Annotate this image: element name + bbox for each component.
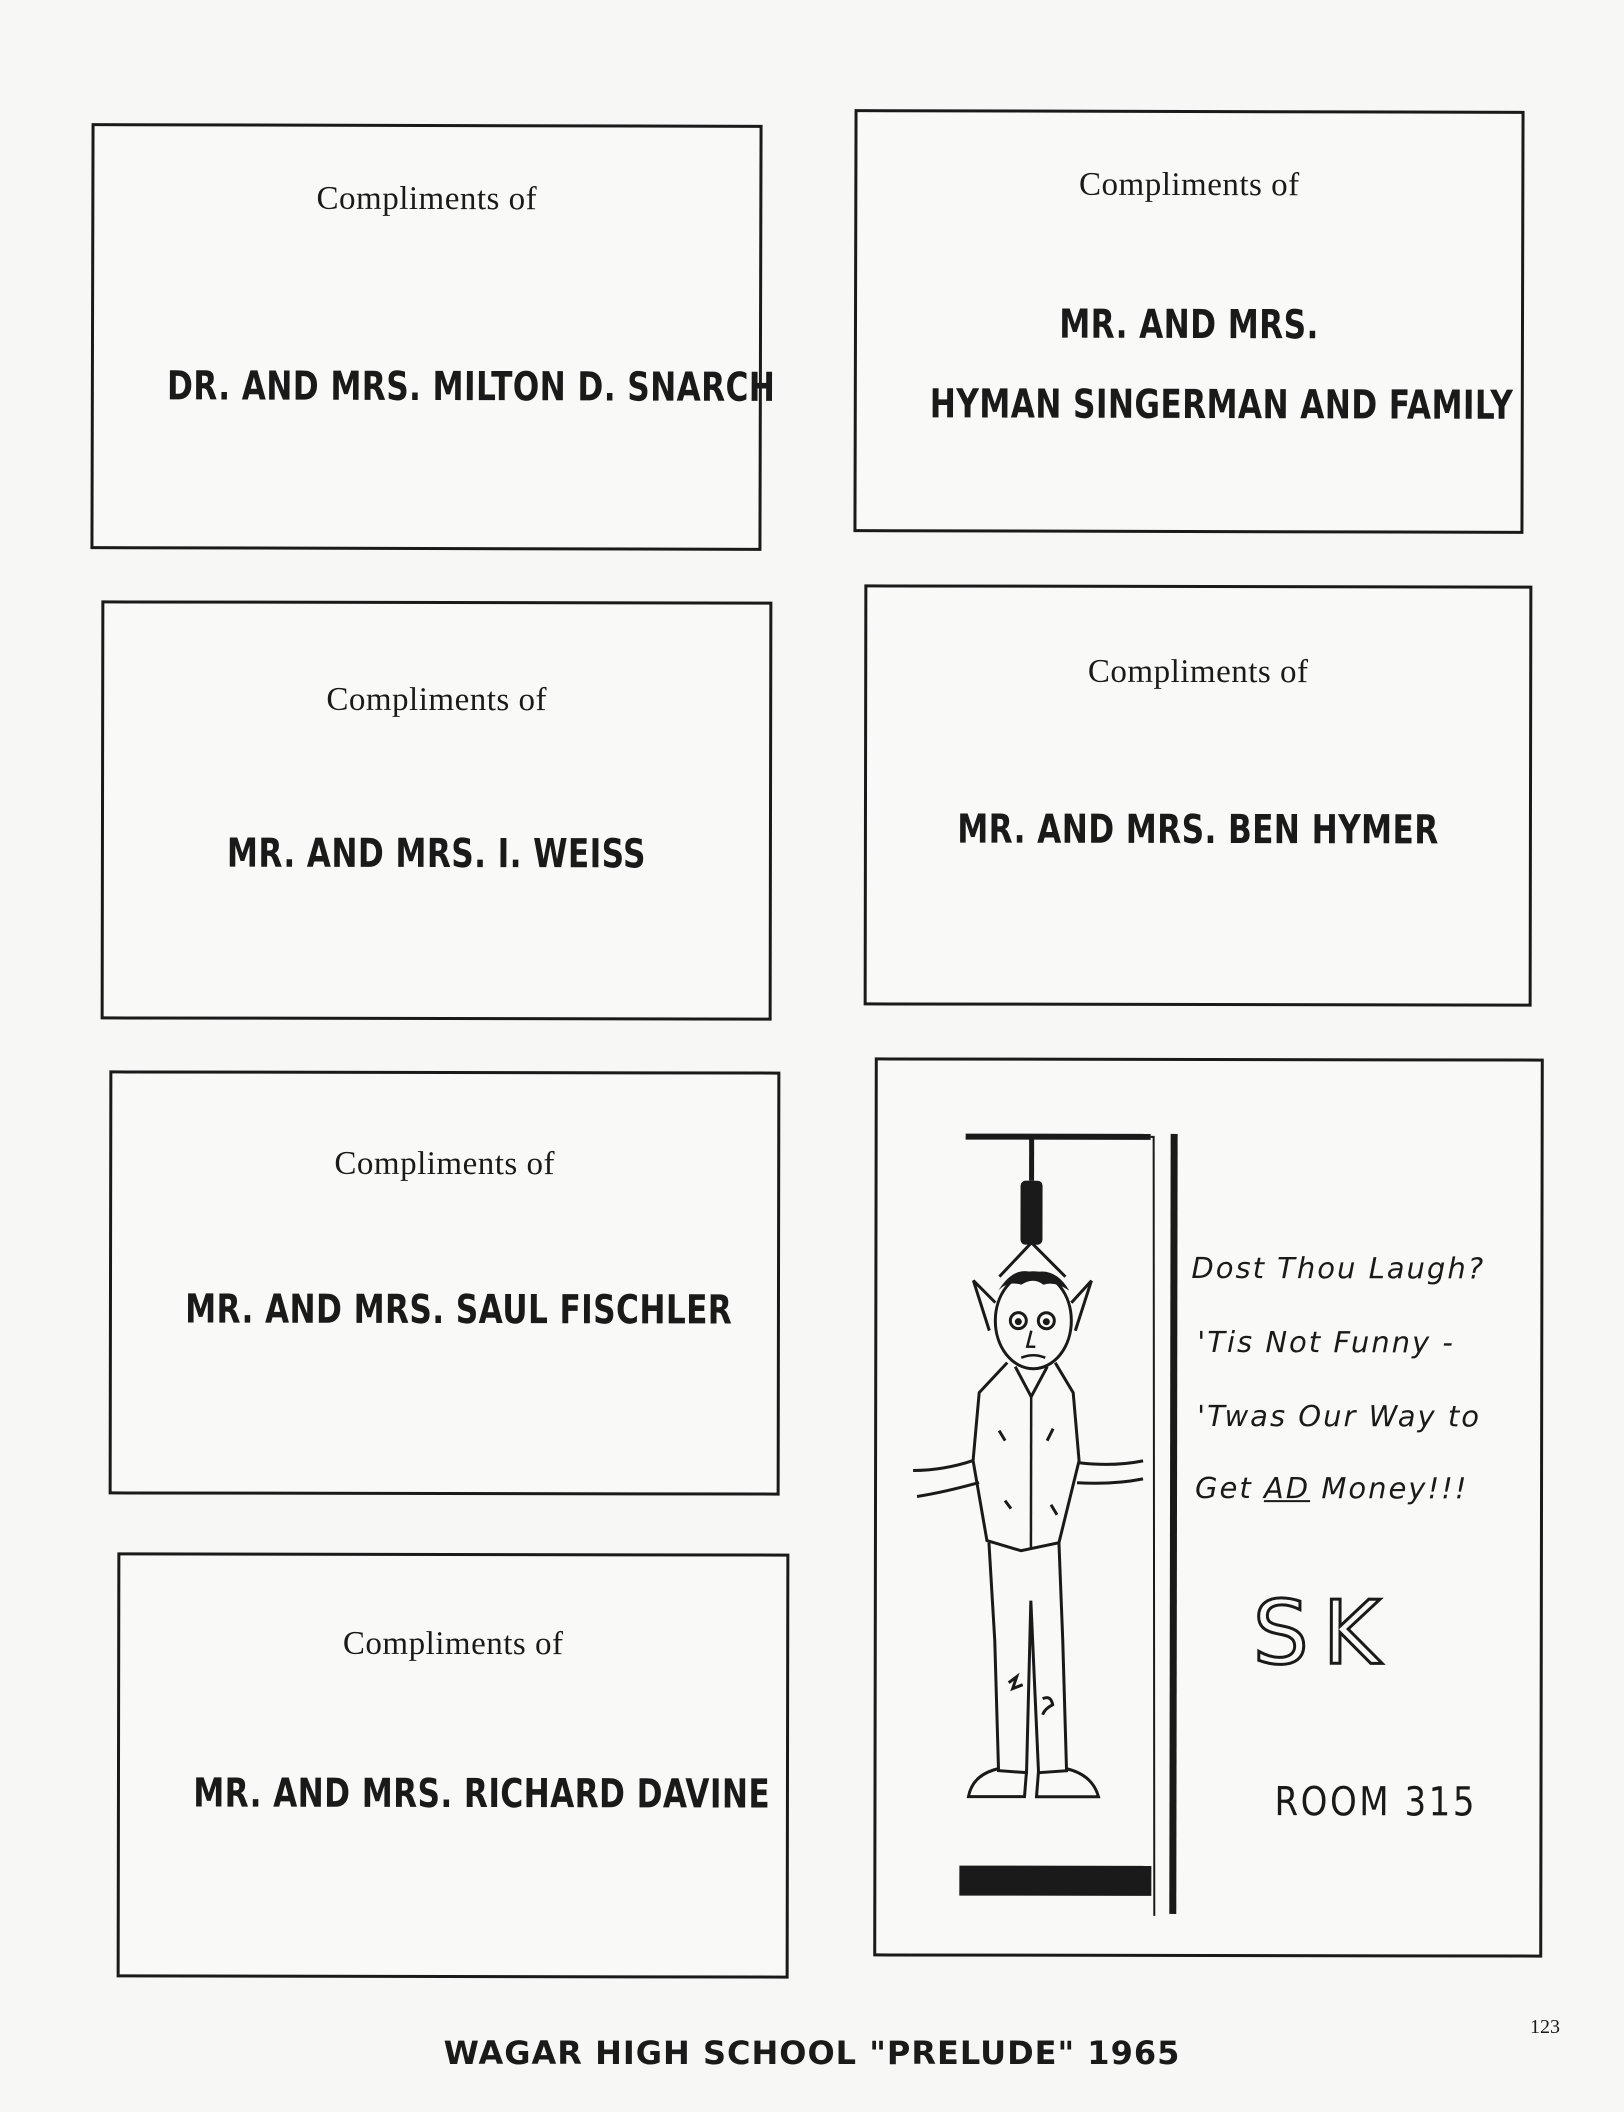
- compliments-label: Compliments of: [342, 1625, 564, 1663]
- ad-fischler: [109, 1070, 781, 1495]
- room-number: ROOM 315: [1274, 1779, 1478, 1826]
- donor-name-line1: MR. AND MRS.: [1059, 301, 1319, 349]
- ad-hymer: [864, 584, 1533, 1006]
- page-number: 123: [1530, 2016, 1560, 2038]
- compliments-label: Compliments of: [316, 180, 538, 218]
- sk-monogram: SK: [1252, 1581, 1395, 1685]
- ad-snarch: [90, 123, 776, 551]
- slogan-line-4-start: Get: [1195, 1470, 1264, 1506]
- ad-davine: [117, 1552, 790, 1978]
- donor-name: MR. AND MRS. RICHARD DAVINE: [193, 1770, 771, 1818]
- slogan-line-3: 'Twas Our Way to: [1197, 1398, 1482, 1434]
- donor-name-line2: HYMAN SINGERMAN AND FAMILY: [929, 381, 1514, 429]
- slogan-ad-underlined: AD: [1263, 1471, 1311, 1506]
- donor-name: MR. AND MRS. I. WEISS: [226, 830, 646, 878]
- donor-name: MR. AND MRS. BEN HYMER: [957, 806, 1439, 854]
- compliments-label: Compliments of: [1079, 166, 1300, 204]
- ad-weiss: [101, 600, 773, 1020]
- compliments-label: Compliments of: [326, 681, 548, 719]
- yearbook-footer: WAGAR HIGH SCHOOL "PRELUDE" 1965: [443, 2034, 1181, 2072]
- slogan-line-2: 'Tis Not Funny -: [1197, 1324, 1455, 1360]
- slogan-line-1: Dost Thou Laugh?: [1191, 1250, 1486, 1286]
- compliments-label: Compliments of: [1087, 653, 1309, 691]
- donor-name: DR. AND MRS. MILTON D. SNARCH: [166, 363, 776, 411]
- slogan-line-4-end: Money!!!: [1310, 1471, 1469, 1506]
- ad-cartoon-room-315: [873, 1057, 1544, 1957]
- hanging-cartoon-illustration: [902, 1080, 1204, 1941]
- donor-name: MR. AND MRS. SAUL FISCHLER: [185, 1286, 733, 1334]
- compliments-label: Compliments of: [334, 1145, 556, 1183]
- slogan-line-4: [1195, 1471, 1468, 1505]
- ad-singerman: [853, 109, 1524, 534]
